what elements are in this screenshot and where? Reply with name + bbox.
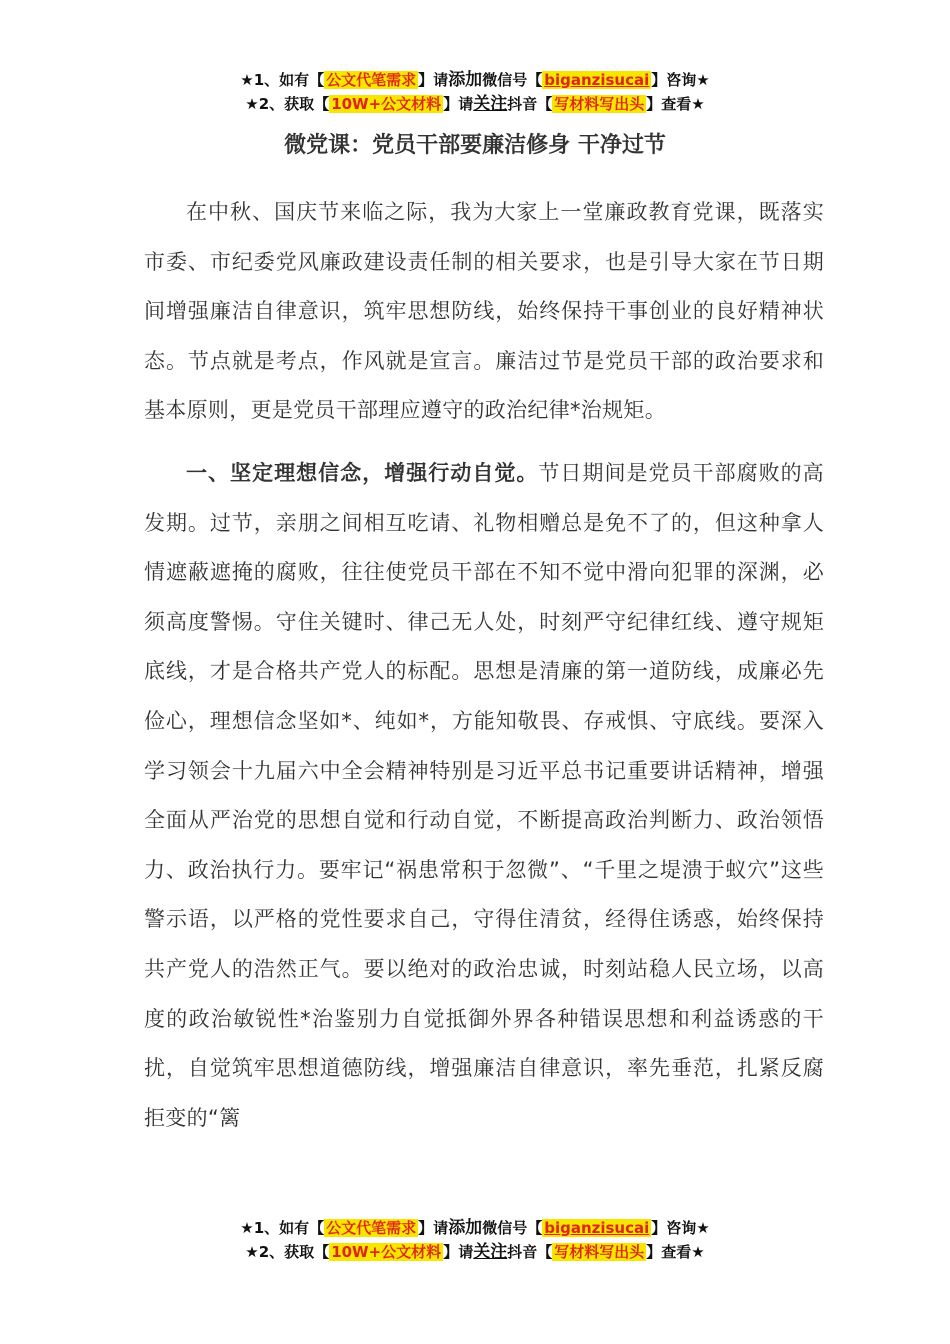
promo-line-2	[0, 1240, 950, 1264]
promo-emphasis: 关注	[473, 1242, 508, 1262]
wechat-id-highlight: biganzisucai	[544, 71, 650, 89]
promo-text: ★2、获取【	[245, 1243, 330, 1261]
promo-text: 】请	[418, 1219, 449, 1237]
promo-banner-bottom	[0, 1216, 950, 1264]
promo-emphasis: 关注	[473, 94, 508, 114]
promo-line-1	[0, 68, 950, 92]
section-text: 节日期间是党员干部腐败的高发期。过节，亲朋之间相互吃请、礼物相赠总是免不了的，但这种拿人情遮蔽遮掩的腐败，往往使党员干部在不知不觉中滑向犯罪的深渊，必须高度警惕。守住关键时、律己无人处，时刻严守纪律红线、遵守规矩底线，才是合格共产党人的标配。思想是清廉的第一道防线，成廉必先俭心，理想信念坚如*、纯如*，方能知敬畏、存戒惧、守底线。要深入学习领会十九届六中全会精神特别是习近平总书记重要讲话精神，增强全面从严治党的思想自觉和行动自觉，不断提高政治判断力、政治领悟力、政治执行力。要牢记“祸患常积于忽微”、“千里之堤溃于蚁穴”这些警示语，以严格的党性要求自己，守得住清贫，经得住诱惑，始终保持共产党人的浩然正气。要以绝对的政治忠诚，时刻站稳人民立场，以高度的政治敏锐性*治鉴别力自觉抵御外界各种错误思想和利益诱惑的干扰，自觉筑牢思想道德防线，增强廉洁自律意识，率先垂范，扎紧反腐拒变的“篱	[144, 460, 824, 1130]
promo-line-1	[0, 1216, 950, 1240]
promo-text: 】请	[418, 71, 449, 89]
document-title: 微党课：党员干部要廉洁修身 干净过节	[284, 133, 666, 158]
promo-line-2	[0, 92, 950, 116]
promo-text: 抖音【	[507, 95, 553, 113]
promo-highlight: 公文代笔需求	[326, 71, 417, 89]
promo-text: 】咨询★	[651, 1219, 710, 1237]
promo-text: 】请	[443, 1243, 474, 1261]
promo-text: 】请	[443, 95, 474, 113]
document-body	[144, 188, 824, 1143]
promo-text: 微信号【	[482, 71, 543, 89]
promo-highlight: 10W+公文材料	[331, 1243, 442, 1261]
section-heading: 一、坚定理想信念，增强行动自觉。	[186, 460, 539, 485]
promo-banner-top	[0, 68, 950, 116]
douyin-id-highlight: 写材料写出头	[554, 1243, 645, 1261]
promo-text: ★2、获取【	[245, 95, 330, 113]
promo-emphasis: 添加	[448, 1218, 483, 1238]
promo-text: ★1、如有【	[240, 71, 325, 89]
promo-highlight: 10W+公文材料	[331, 95, 442, 113]
promo-text: 抖音【	[507, 1243, 553, 1261]
douyin-id-highlight: 写材料写出头	[554, 95, 645, 113]
promo-text: 微信号【	[482, 1219, 543, 1237]
promo-text: ★1、如有【	[240, 1219, 325, 1237]
wechat-id-highlight: biganzisucai	[544, 1219, 650, 1237]
promo-text: 】咨询★	[651, 71, 710, 89]
body-paragraph	[144, 449, 824, 1143]
promo-text: 】查看★	[646, 95, 705, 113]
promo-highlight: 公文代笔需求	[326, 1219, 417, 1237]
body-paragraph: 在中秋、国庆节来临之际，我为大家上一堂廉政教育党课，既落实市委、市纪委党风廉政建设责任制的相关要求，也是引导大家在节日期间增强廉洁自律意识，筑牢思想防线，始终保持干事创业的良好精神状态。节点就是考点，作风就是宣言。廉洁过节是党员干部的政治要求和基本原则，更是党员干部理应遵守的政治纪律*治规矩。	[144, 200, 824, 423]
promo-text: 】查看★	[646, 1243, 705, 1261]
promo-emphasis: 添加	[448, 70, 483, 90]
